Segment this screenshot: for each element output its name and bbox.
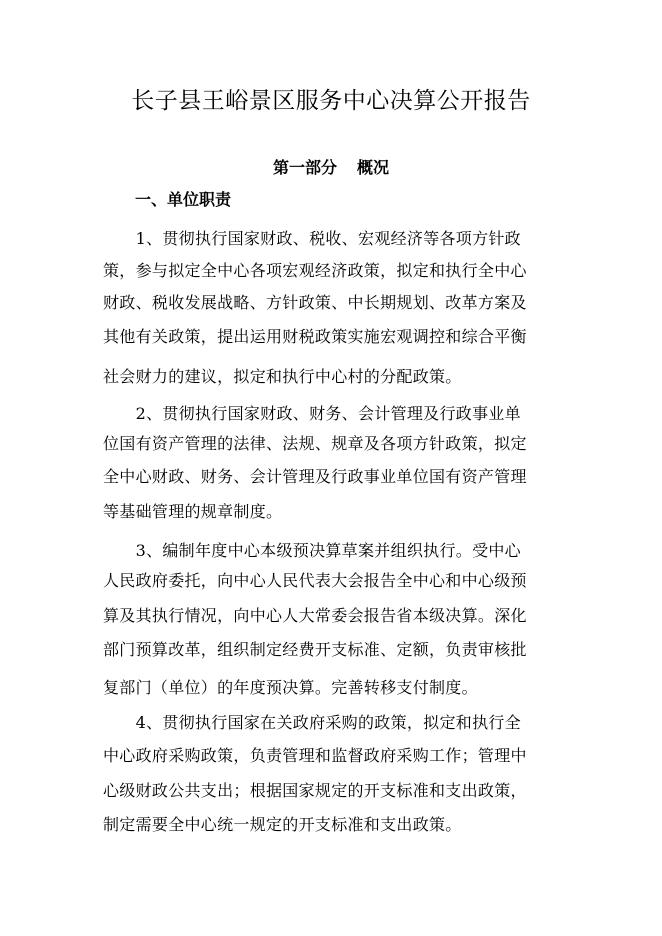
body-line: 全中心财政、财务、会计管理及行政事业单位国有资产管理 bbox=[103, 467, 527, 486]
body-line: 2、贯彻执行国家财政、财务、会计管理及行政事业单 bbox=[103, 404, 521, 423]
part-heading bbox=[0, 157, 662, 179]
body-line: 财政、税收发展战略、方针政策、中长期规划、改革方案及 bbox=[103, 293, 527, 312]
body-line: 等基础管理的规章制度。 bbox=[103, 502, 283, 521]
document-title: 长子县王峪景区服务中心决算公开报告 bbox=[131, 88, 531, 114]
body-line: 心级财政公共支出；根据国家规定的开支标准和支出政策， bbox=[103, 781, 527, 800]
body-line: 位国有资产管理的法律、法规、规章及各项方针政策，拟定 bbox=[103, 434, 527, 453]
body-line: 中心政府采购政策，负责管理和监督政府采购工作；管理中 bbox=[103, 746, 527, 765]
body-line: 社会财力的建议，拟定和执行中心村的分配政策。 bbox=[103, 367, 462, 386]
body-line: 制定需要全中心统一规定的开支标准和支出政策。 bbox=[103, 815, 462, 834]
body-line: 策，参与拟定全中心各项宏观经济政策，拟定和执行全中心 bbox=[103, 261, 527, 280]
body-line: 复部门（单位）的年度预决算。完善转移支付制度。 bbox=[103, 678, 478, 697]
body-line: 算及其执行情况，向中心人大常委会报告省本级决算。深化 bbox=[103, 606, 527, 625]
body-line: 部门预算改革，组织制定经费开支标准、定额，负责审核批 bbox=[103, 640, 527, 659]
section-heading: 一、单位职责 bbox=[135, 190, 232, 209]
part-label: 第一部分 bbox=[272, 158, 337, 177]
body-line: 3、编制年度中心本级预决算草案并组织执行。受中心 bbox=[103, 541, 521, 560]
body-line: 1、贯彻执行国家财政、税收、宏观经济等各项方针政 bbox=[103, 229, 521, 248]
body-line: 4、贯彻执行国家在关政府采购的政策，拟定和执行全 bbox=[103, 713, 521, 732]
body-line: 其他有关政策，提出运用财税政策实施宏观调控和综合平衡 bbox=[103, 327, 527, 346]
body-line: 人民政府委托，向中心人民代表大会报告全中心和中心级预 bbox=[103, 571, 527, 590]
part-name: 概况 bbox=[357, 158, 390, 177]
